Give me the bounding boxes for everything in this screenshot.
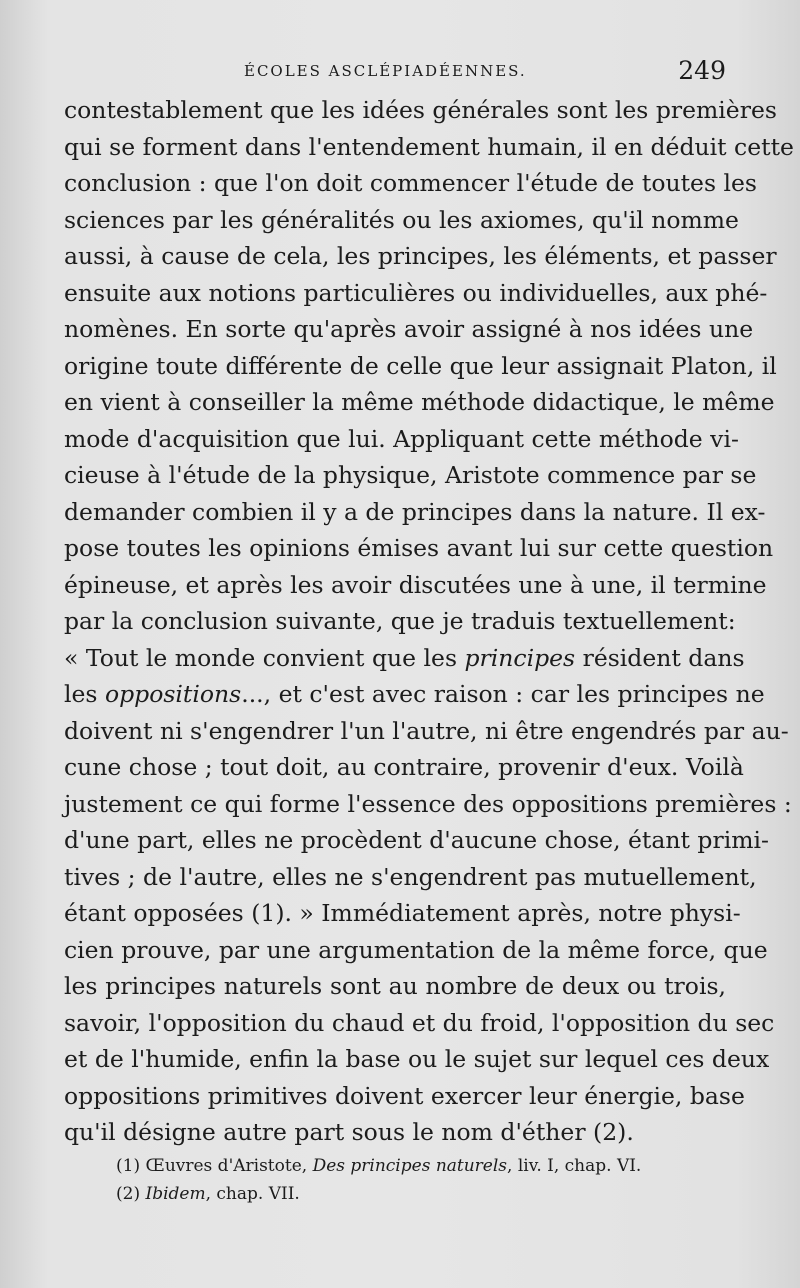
text-segment: résident dans: [575, 643, 745, 672]
text-segment: ..., et c'est avec raison : car les principes ne: [241, 680, 765, 708]
footnote-segment: (2): [116, 1184, 146, 1204]
text-line: doivent ni s'engendrer l'un l'autre, ni être engendrés par au-: [64, 716, 789, 745]
text-line: [64, 640, 745, 677]
text-segment: « Tout le monde convient que les: [64, 643, 465, 672]
text-line: cieuse à l'étude de la physique, Aristote commence par se: [64, 461, 757, 489]
text-line: par la conclusion suivante, que je traduis textuellement:: [64, 607, 736, 635]
text-line: ensuite aux notions particulières ou individuelles, aux phé-: [64, 278, 768, 307]
text-line: [64, 676, 765, 713]
text-line: origine toute différente de celle que leur assignait Platon, il: [64, 351, 777, 380]
text-segment: les: [64, 680, 105, 708]
text-line: mode d'acquisition que lui. Appliquant cette méthode vi-: [64, 424, 739, 453]
text-line: qui se forment dans l'entendement humain, il en déduit cette: [64, 132, 794, 161]
text-line: aussi, à cause de cela, les principes, les éléments, et passer: [64, 242, 777, 270]
text-line: savoir, l'opposition du chaud et du froid, l'opposition du sec: [64, 1008, 775, 1037]
text-line: cien prouve, par une argumentation de la même force, que: [64, 935, 768, 964]
text-line: cune chose ; tout doit, au contraire, provenir d'eux. Voilà: [64, 753, 744, 781]
text-line: conclusion : que l'on doit commencer l'étude de toutes les: [64, 169, 757, 197]
italic-term: principes: [464, 643, 576, 672]
footnote-title: Des principes naturels: [312, 1156, 508, 1176]
text-line: pose toutes les opinions émises avant lui sur cette question: [64, 534, 774, 562]
footnote: [116, 1152, 726, 1180]
footnote-segment: (1) Œuvres d'Aristote,: [116, 1156, 313, 1176]
text-line: qu'il désigne autre part sous le nom d'éther (2).: [64, 1118, 634, 1146]
text-line: d'une part, elles ne procèdent d'aucune chose, étant primi-: [64, 826, 769, 854]
italic-term: oppositions: [104, 680, 242, 708]
text-line: épineuse, et après les avoir discutées une à une, il termine: [64, 570, 767, 599]
text-line: nomènes. En sorte qu'après avoir assigné à nos idées une: [64, 315, 754, 343]
text-line: contestablement que les idées générales sont les premières: [64, 96, 777, 124]
footnote-title: Ibidem: [145, 1184, 206, 1204]
text-line: étant opposées (1). » Immédiatement après, notre physi-: [64, 899, 741, 927]
text-line: demander combien il y a de principes dans la nature. Il ex-: [64, 497, 766, 526]
running-head: [64, 56, 726, 86]
page-number: 249: [678, 56, 726, 85]
text-line: justement ce qui forme l'essence des oppositions premières :: [64, 789, 792, 818]
text-line: sciences par les généralités ou les axiomes, qu'il nomme: [64, 205, 739, 234]
footnote: [116, 1180, 726, 1208]
running-title: ÉCOLES ASCLÉPIADÉENNES.: [244, 62, 527, 80]
body-text: [64, 92, 794, 1151]
text-line: tives ; de l'autre, elles ne s'engendrent pas mutuellement,: [64, 862, 757, 891]
text-line: et de l'humide, enfin la base ou le sujet sur lequel ces deux: [64, 1045, 770, 1073]
text-line: oppositions primitives doivent exercer leur énergie, base: [64, 1081, 745, 1110]
text-line: en vient à conseiller la même méthode didactique, le même: [64, 388, 775, 416]
footnote-segment: , chap. VII.: [205, 1184, 300, 1204]
text-line: les principes naturels sont au nombre de deux ou trois,: [64, 972, 726, 1000]
footnotes: [116, 1152, 726, 1208]
footnote-segment: , liv. I, chap. VI.: [507, 1156, 642, 1176]
